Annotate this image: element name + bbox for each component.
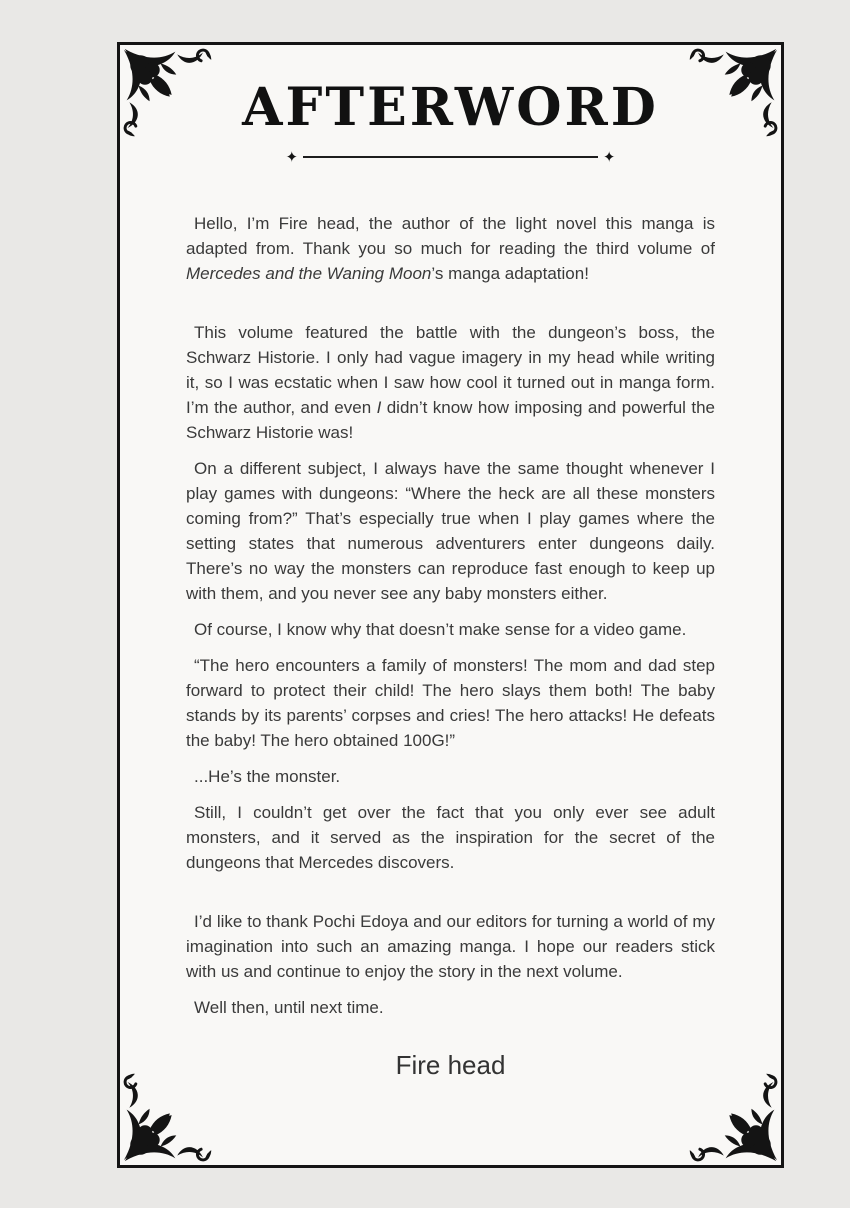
text-run: “The hero encounters a family of monsters! The mom and dad step forward to protect their child! The hero slays them both! The baby stands by its parents’ corpses and cries! The hero attacks! He defeats the baby! The hero obtained 100G!” [186,655,715,750]
paragraph [186,211,715,286]
paragraph [186,995,715,1020]
paragraph [186,909,715,984]
text-run: ...He’s the monster. [194,766,341,786]
text-run: This volume featured the battle with the dungeon’s boss, the Schwarz Historie. I only had vague imagery in my head while writing it, so I was ecstatic when I saw how cool it turned out in manga form. I’m the author, and even [186,322,715,417]
paragraph [186,617,715,642]
author-signature: Fire head [395,1049,506,1080]
text-run: didn’t know how imposing and powerful the Schwarz Historie was! [186,397,715,442]
text-run: Still, I couldn’t get over the fact that you only ever see adult monsters, and it served as the inspiration for the secret of the dungeons that Mercedes discovers. [186,802,715,872]
diamond-ornament-icon: ✦ [602,148,616,166]
text-run: Of course, I know why that doesn’t make sense for a video game. [194,619,687,639]
diamond-ornament-icon: ✦ [285,148,299,166]
afterword-page [117,42,784,1168]
text-run: Hello, I’m Fire head, the author of the light novel this manga is adapted from. Thank you so much for reading the third volume of [186,213,715,258]
text-run: ’s manga adaptation! [431,263,589,283]
paragraph [186,800,715,875]
page-title: AFTERWORD [242,77,659,138]
paragraph [186,764,715,789]
title-divider [286,150,616,165]
paragraph [186,456,715,606]
corner-flourish-icon [122,1071,214,1163]
text-run: Well then, until next time. [194,997,384,1017]
italic-text-run: Mercedes and the Waning Moon [186,263,432,283]
paragraph [186,653,715,753]
corner-flourish-icon [122,47,214,139]
text-run: On a different subject, I always have the same thought whenever I play games with dungeons: “Where the heck are all these monsters coming from?” That’s especially true when I play games where the setting states that numerous adventurers enter dungeons daily. There’s no way the monsters can reproduce fast enough to keep up with them, and you never see any baby monsters either. [186,458,715,603]
afterword-text [120,211,781,1020]
text-run: I’d like to thank Pochi Edoya and our editors for turning a world of my imagination into such an amazing manga. I hope our readers stick with us and continue to enjoy the story in the next volume. [186,911,715,981]
italic-text-run: I [376,397,382,417]
paragraph [186,320,715,445]
corner-flourish-icon [687,47,779,139]
corner-flourish-icon [687,1071,779,1163]
divider-line [303,156,598,158]
